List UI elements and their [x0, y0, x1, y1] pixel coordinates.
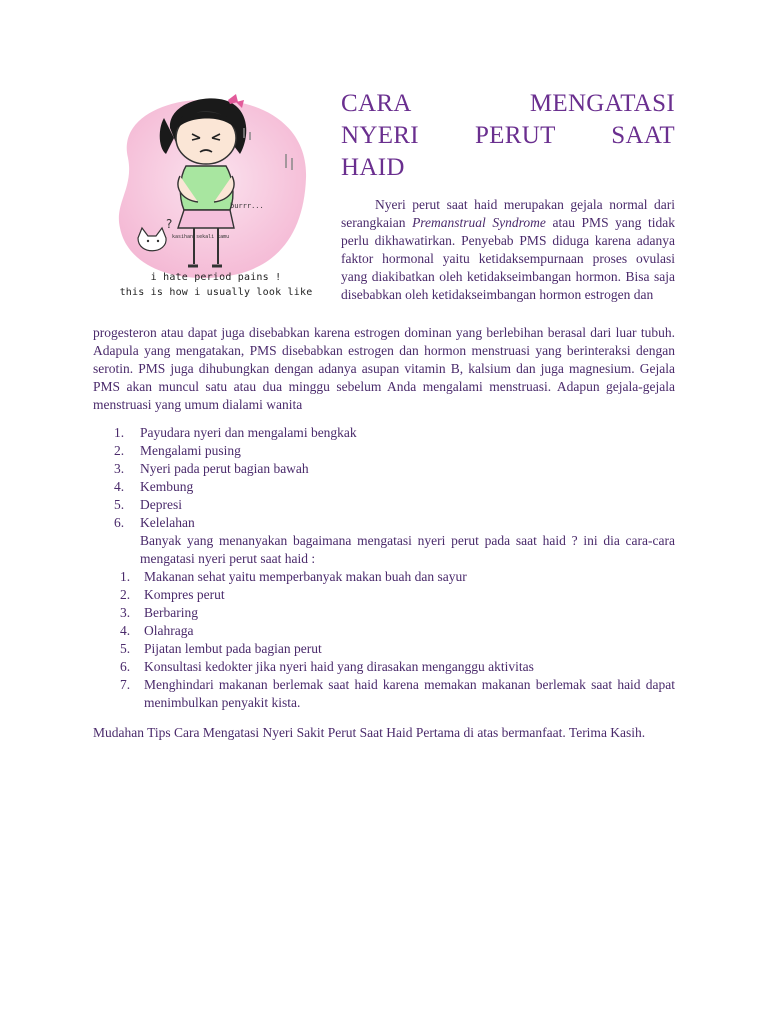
- closing-paragraph: Mudahan Tips Cara Mengatasi Nyeri Sakit Perut Saat Haid Pertama di atas bermanfaat. Terima Kasih.: [93, 725, 646, 740]
- list-item: 5. Pijatan lembut pada bagian perut: [120, 641, 322, 656]
- list-item: 7. Menghindari makanan berlemak saat haid karena memakan makanan berlemak saat haid dapat menimbulkan penyakit kista.: [120, 677, 675, 710]
- remedies-intro-text: Banyak yang menanyakan bagaimana mengatasi nyeri perut pada saat haid ? ini dia cara-cara mengatasi nyeri perut saat haid :: [140, 533, 675, 566]
- list-item: 4. Olahraga: [120, 623, 194, 638]
- list-item: 6. Kelelahan: [114, 515, 195, 530]
- intro-text: Nyeri perut saat haid merupakan gejala normal dari serangkaian: [341, 197, 675, 230]
- list-item: 2. Kompres perut: [120, 587, 225, 602]
- body-text: progesteron atau dapat juga disebabkan karena estrogen dominan yang berlebihan berasal dari luar tubuh. Adapula yang mengatakan, PMS disebabkan estrogen dan hormon menstruasi yang berinteraksi dengan serotin. PMS juga dihubungkan dengan adanya asupan vitamin B, kalsium dan juga magnesium. Gejala PMS akan muncul satu atau dua minggu sebelum Anda mengalami menstruasi. Adapun gejala-gejala menstruasi yang umum dialami wanita: [93, 325, 675, 412]
- title-line: NYERI PERUT SAAT: [341, 122, 675, 149]
- intro-paragraph: [341, 196, 675, 304]
- svg-text:?: ?: [166, 217, 173, 231]
- body-paragraph: [93, 324, 675, 414]
- bubble-text: burrr...: [230, 202, 264, 210]
- list-item: 1. Payudara nyeri dan mengalami bengkak: [114, 425, 357, 440]
- title-line: CARA MENGATASI: [341, 90, 675, 117]
- intro-italic-term: Premanstrual Syndrome: [412, 215, 546, 230]
- remedies-list: [120, 568, 675, 712]
- list-item: 6. Konsultasi kedokter jika nyeri haid yang dirasakan menganggu aktivitas: [120, 659, 534, 674]
- list-item: 4. Kembung: [114, 479, 194, 494]
- page-title: [341, 88, 675, 184]
- title-line: HAID: [341, 154, 405, 181]
- list-item: 3. Berbaring: [120, 605, 198, 620]
- cat-text: kasihan sekali kamu: [172, 234, 230, 240]
- illustration-caption-line2: this is how i usually look like: [119, 287, 313, 298]
- list-item: 2. Mengalami pusing: [114, 443, 241, 458]
- illustration-caption-line1: i hate period pains !: [150, 272, 282, 283]
- list-item: 3. Nyeri pada perut bagian bawah: [114, 461, 309, 476]
- symptoms-list: [114, 424, 675, 532]
- list-item: 1. Makanan sehat yaitu memperbanyak makan buah dan sayur: [120, 569, 467, 584]
- list-item: 5. Depresi: [114, 497, 182, 512]
- intro-text: atau PMS yang tidak perlu dikhawatirkan. Penyebab PMS diduga karena adanya faktor hormonal yaitu ketidaksempurnaan proses ovulasi yang diakibatkan oleh ketidakseimbangan hormon. Bisa saja disebabkan oleh ketidakseimbangan hormon estrogen dan: [341, 215, 675, 302]
